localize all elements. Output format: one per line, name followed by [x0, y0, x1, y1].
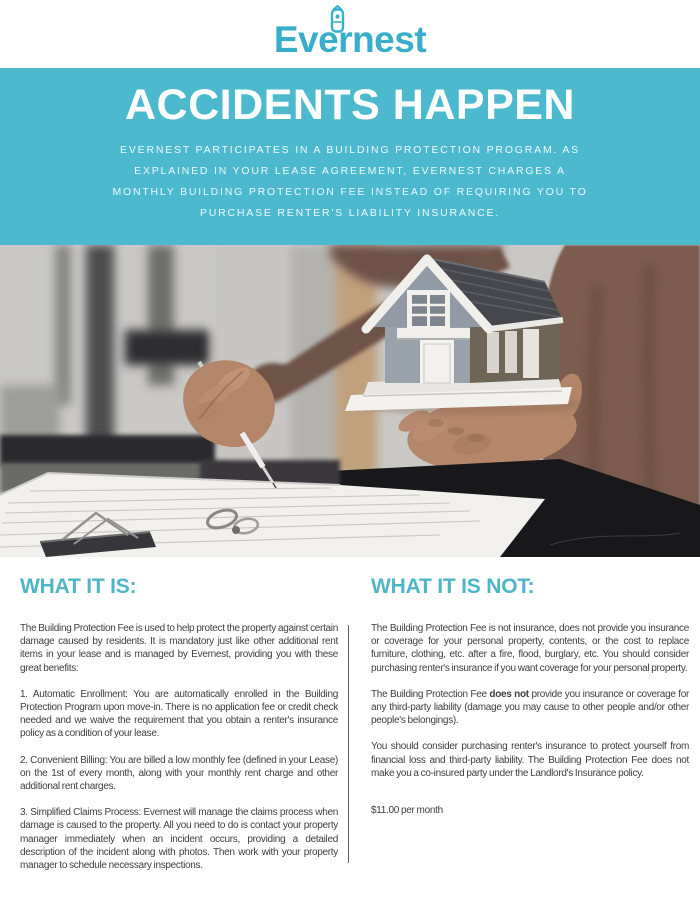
banner-copy — [0, 140, 700, 224]
p2-pre: The Building Protection Fee — [371, 688, 490, 700]
benefit-3: 3. Simplified Claims Process: Evernest will manage the claims process when damage is caused to the property. All you need to do is contact your property manager immediately when an incident occurs, providing a detailed description of the incident along with photos. Then work with your property manager to schedule necessary inspections. — [20, 807, 338, 872]
info-section — [0, 557, 700, 906]
monthly-fee: $11.00 per month — [371, 805, 443, 817]
recommendation-paragraph: You should consider purchasing renter's insurance to protect yourself from financial loss and third-party liability. The Building Protection Fee does not make you a co-insured party under the Landlord's Insurance policy. — [371, 741, 689, 779]
p2-post: provide you insurance or coverage for any third-party liability (damage you may cause to other people and/or other people's belongings). — [371, 688, 689, 727]
banner-line: PURCHASE RENTER'S LIABILITY INSURANCE. — [199, 207, 501, 219]
p2-bold: does not — [489, 688, 529, 700]
left-column — [20, 576, 338, 885]
what-it-is-heading: WHAT IT IS: — [20, 575, 137, 598]
benefit-2: 2. Convenient Billing: You are billed a low monthly fee (defined in your Lease) on the 1st of every month, along with your monthly rent charge and other additional rent charges. — [20, 754, 338, 793]
benefit-1: 1. Automatic Enrollment: You are automatically enrolled in the Building Protection Program upon move-in. There is no application fee or credit check needed and we waive the requirement that you obtain a renter's insurance policy as a condition of your lease. — [20, 688, 338, 740]
banner-line: EXPLAINED IN YOUR LEASE AGREEMENT, EVERNEST CHARGES A — [134, 165, 566, 177]
page-header — [0, 0, 700, 68]
teal-banner — [0, 68, 700, 245]
intro-paragraph: The Building Protection Fee is used to help protect the property against certain damage caused by residents. It is mandatory just like other additional rent items in your lease and is managed by Evernest, providing you with these great benefits: — [20, 623, 338, 674]
right-column — [371, 576, 689, 830]
hero-photo — [0, 245, 700, 557]
banner-line: EVERNEST PARTICIPATES IN A BUILDING PROTECTION PROGRAM. AS — [120, 144, 580, 156]
banner-title: ACCIDENTS HAPPEN — [125, 81, 575, 129]
what-it-is-not-heading: WHAT IT IS NOT: — [371, 575, 535, 598]
column-divider — [348, 625, 349, 863]
third-party-paragraph — [371, 688, 689, 728]
evernest-wordmark: Evernest — [273, 19, 427, 60]
banner-line: MONTHLY BUILDING PROTECTION FEE INSTEAD OF REQUIRING YOU TO — [112, 186, 588, 198]
desk-edge-left — [0, 435, 215, 467]
not-insurance-paragraph: The Building Protection Fee is not insurance, does not provide you insurance or coverage for your personal property, contents, or the cost to replace furniture, clothing, etc. after a fire, flood, burglary, etc. You should consider purchasing renter's insurance if you want coverage for your personal property. — [371, 623, 689, 674]
